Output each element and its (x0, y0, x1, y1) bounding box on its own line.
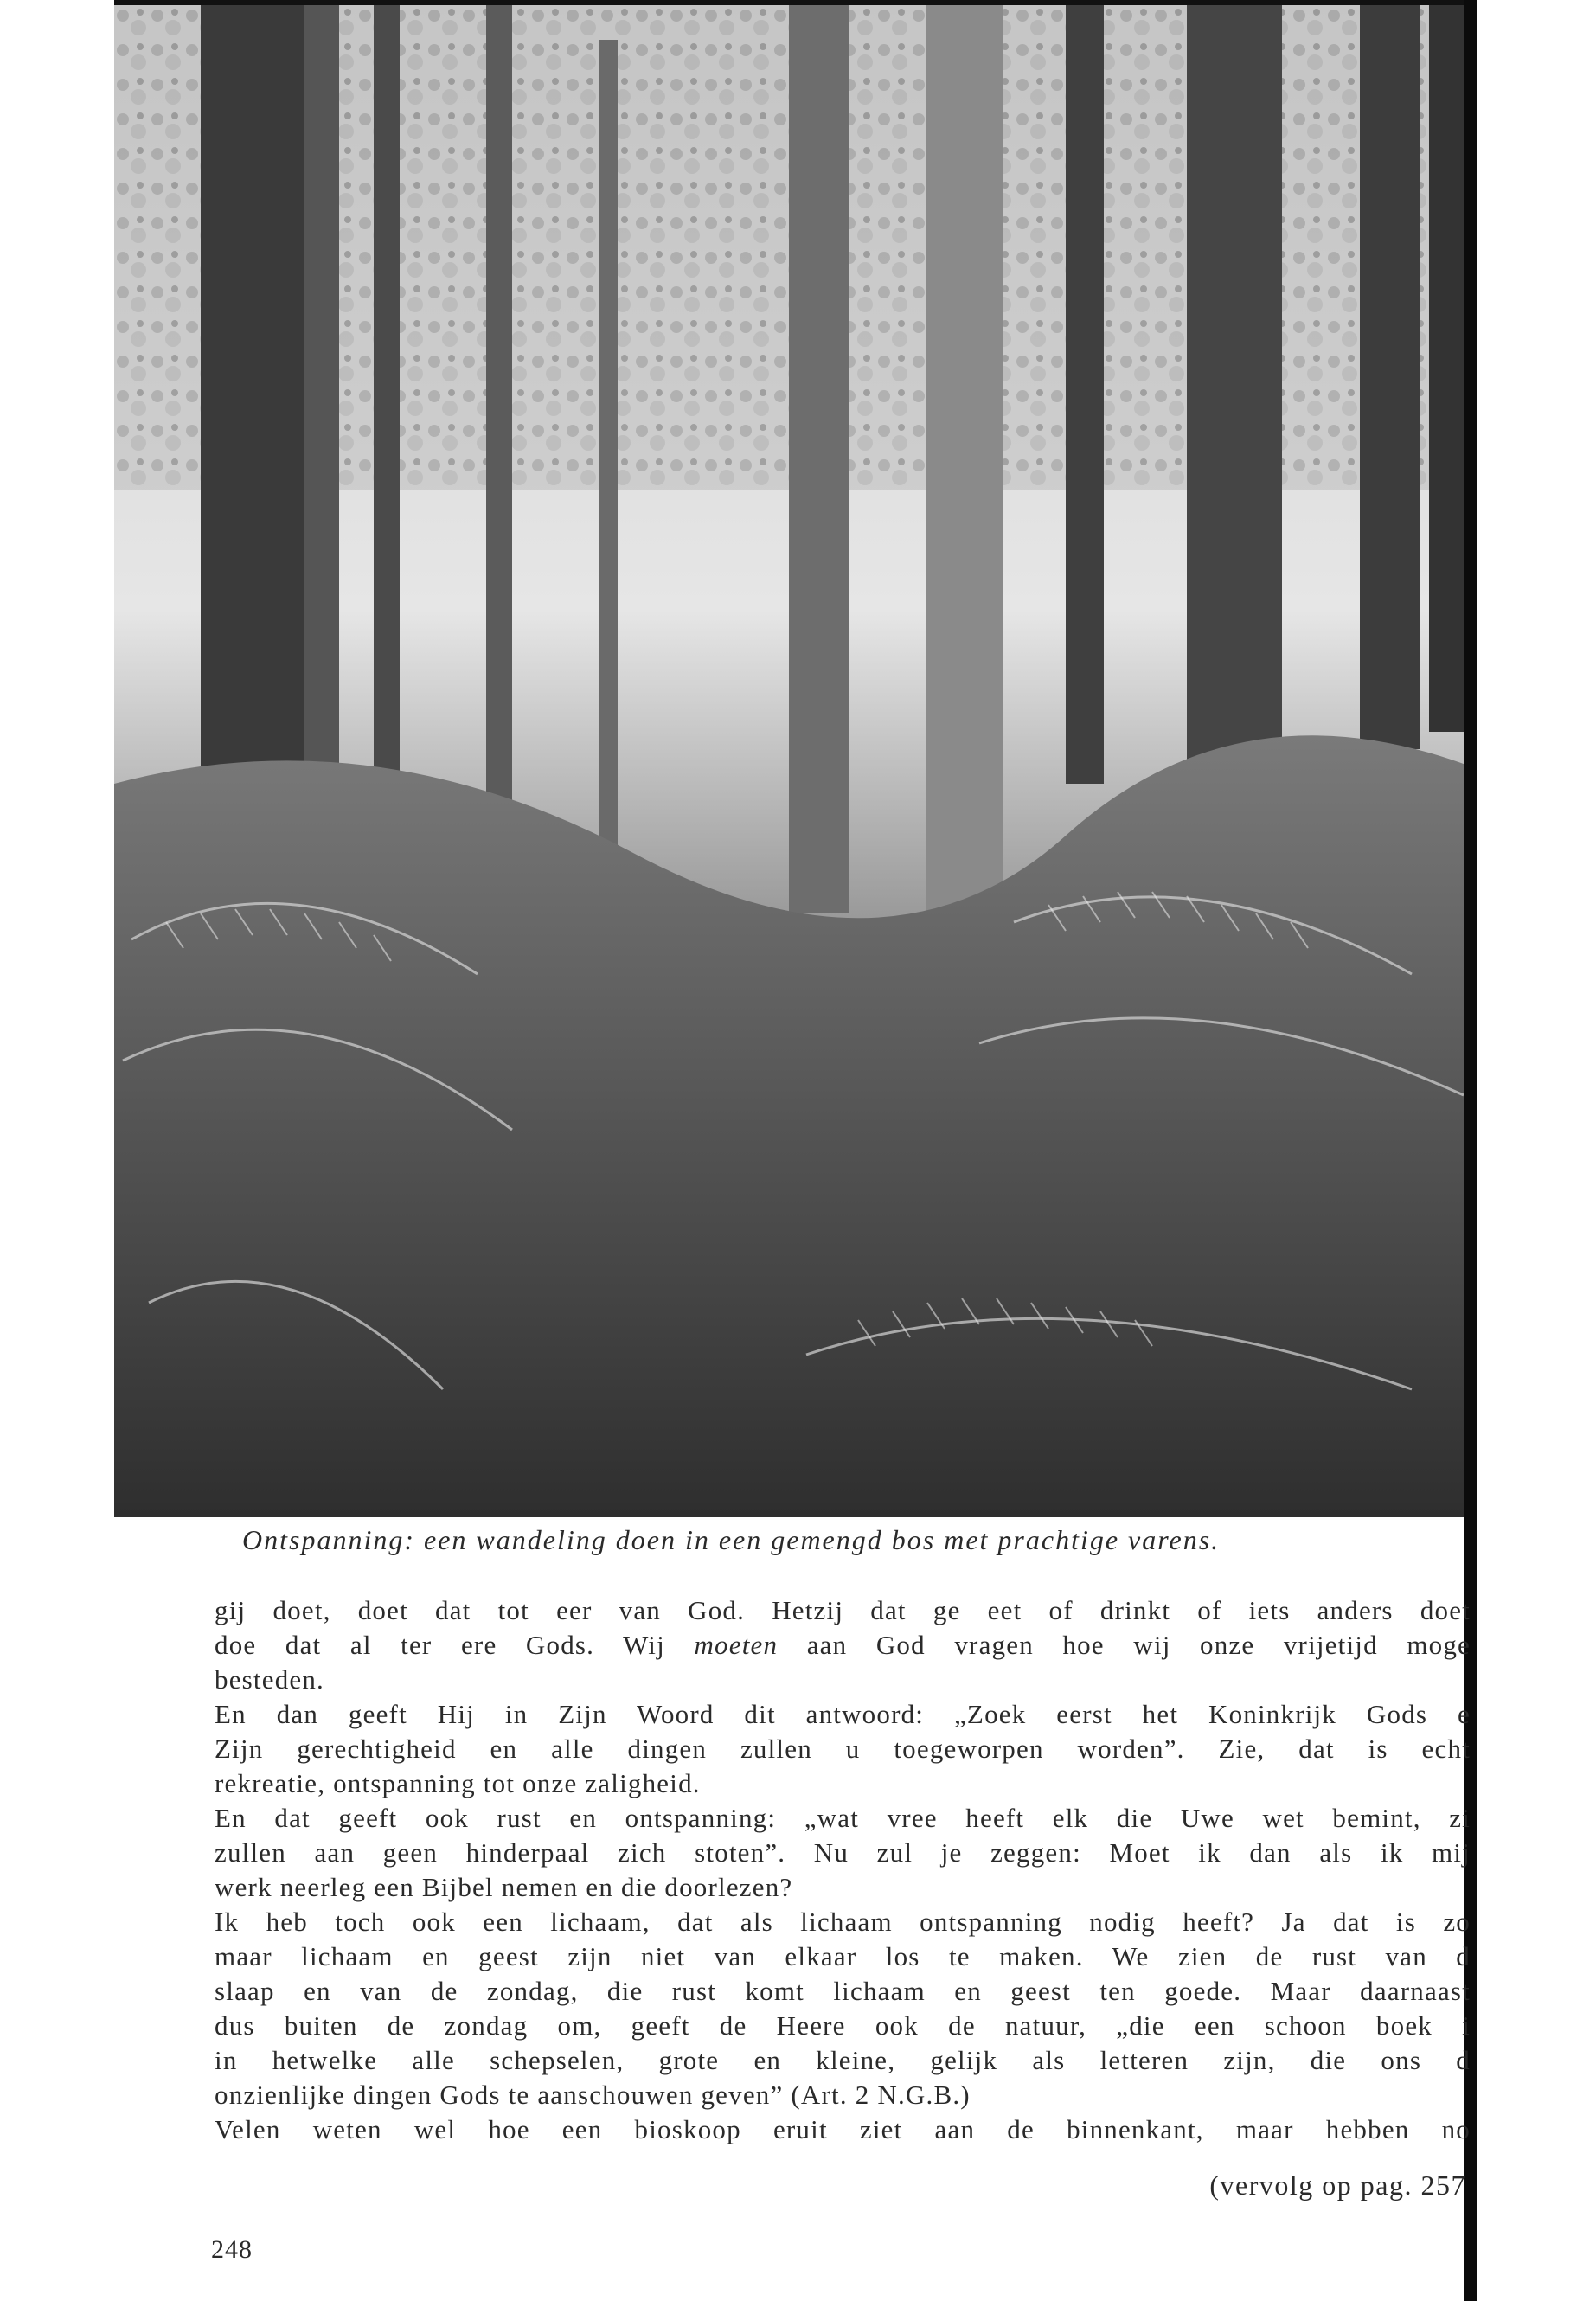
body-line: En dan geeft Hij in Zijn Woord dit antwoord: „Zoek eerst het Koninkrijk Gods e (215, 1699, 1471, 1729)
page-number: 248 (211, 2235, 253, 2264)
body-line-start: doe dat al ter ere Gods. Wij (215, 1630, 695, 1660)
body-line-rest: aan God vragen hoe wij onze vrijetijd moge (778, 1630, 1471, 1660)
forest-photo (114, 5, 1471, 1517)
body-line: besteden. (215, 1664, 325, 1695)
body-line (215, 1628, 1471, 1663)
body-line: Velen weten wel hoe een bioskoop eruit ziet aan de binnenkant, maar hebben no (215, 2114, 1471, 2144)
continued-note: (vervolg op pag. 257 (1209, 2170, 1466, 2201)
body-line: maar lichaam en geest zijn niet van elkaar los te maken. We zien de rust van d (215, 1941, 1471, 1971)
emphasis-text: moeten (694, 1630, 779, 1660)
body-line: Ik heb toch ook een lichaam, dat als lichaam ontspanning nodig heeft? Ja dat is zo (215, 1907, 1471, 1937)
body-line: gij doet, doet dat tot eer van God. Hetzij dat ge eet of drinkt of iets anders doet (215, 1595, 1471, 1625)
body-line: in hetwelke alle schepselen, grote en kleine, gelijk als letteren zijn, die ons d (215, 2045, 1471, 2075)
body-line: werk neerleg een Bijbel nemen en die doorlezen? (215, 1872, 793, 1902)
article-body (215, 1593, 1471, 2147)
body-line: dus buiten de zondag om, geeft de Heere ook de natuur, „die een schoon boek i (215, 2010, 1471, 2041)
body-line: Zijn gerechtigheid en alle dingen zullen u toegeworpen worden”. Zie, dat is echt (215, 1734, 1471, 1764)
body-line: En dat geeft ook rust en ontspanning: „wat vree heeft elk die Uwe wet bemint, zi (215, 1803, 1471, 1833)
photo-caption: Ontspanning: een wandeling doen in een gemengd bos met prachtige varens. (242, 1524, 1221, 1555)
forest-photo-icon (114, 5, 1471, 1517)
body-line: zullen aan geen hinderpaal zich stoten”. Nu zul je zeggen: Moet ik dan als ik mij (215, 1837, 1471, 1868)
body-line: onzienlijke dingen Gods te aanschouwen geven” (Art. 2 N.G.B.) (215, 2080, 971, 2110)
body-line: slaap en van de zondag, die rust komt lichaam en geest ten goede. Maar daarnaast (215, 1976, 1471, 2006)
body-line: rekreatie, ontspanning tot onze zaligheid. (215, 1768, 701, 1798)
